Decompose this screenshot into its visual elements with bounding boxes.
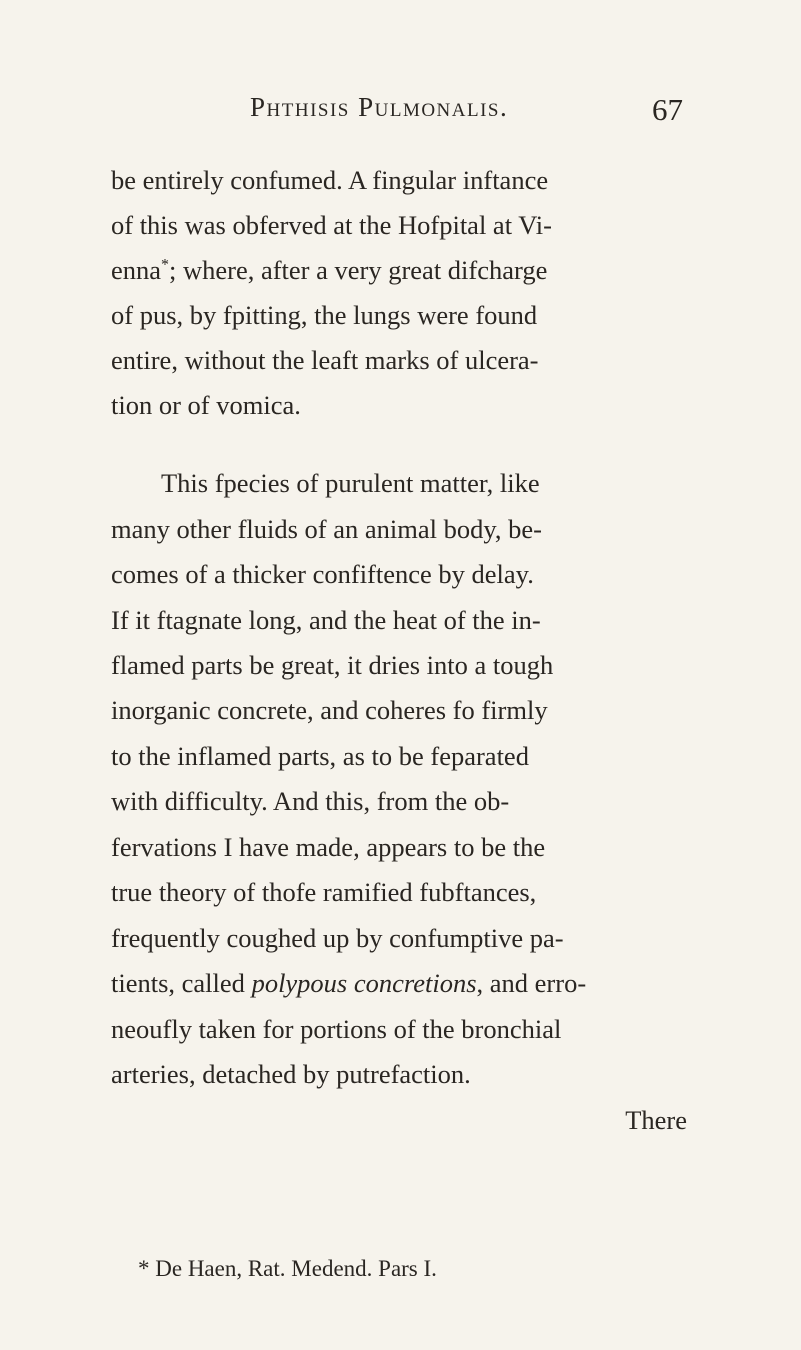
text-line: true theory of thofe ramified fubftances, — [111, 877, 537, 907]
catchword: There — [625, 1105, 687, 1135]
text-line: flamed parts be great, it dries into a tough — [111, 650, 554, 680]
text-line: neoufly taken for portions of the bronchial — [111, 1014, 562, 1044]
text-line: inorganic concrete, and coheres fo firmly — [111, 695, 548, 725]
text-line: frequently coughed up by confumptive pa- — [111, 923, 564, 953]
footnote-marker: * — [161, 256, 169, 274]
text-line: arteries, detached by putrefaction. — [111, 1059, 471, 1089]
text-fragment: ; where, after a very great difcharge — [168, 255, 548, 285]
text-line: fervations I have made, appears to be the — [111, 832, 546, 862]
text-line: of pus, by fpitting, the lungs were found — [111, 300, 538, 330]
text-fragment: tients, called — [111, 968, 245, 998]
text-line: to the inflamed parts, as to be feparated — [111, 741, 529, 771]
italic-term: polypous concretions — [251, 968, 477, 998]
text-line: with difficulty. And this, from the ob- — [111, 786, 510, 816]
text-line: of this was obferved at the Hofpital at Vi- — [111, 210, 552, 240]
running-head: Phthisis Pulmonalis. — [250, 92, 509, 122]
text-line: tion or of vomica. — [111, 390, 301, 420]
text-line — [111, 970, 586, 997]
text-line: comes of a thicker confiftence by delay. — [111, 559, 534, 589]
text-line: entire, without the leaft marks of ulcera- — [111, 345, 539, 375]
text-line: be entirely confumed. A fingular inftance — [111, 165, 549, 195]
text-line — [111, 257, 547, 284]
text-line: If it ftagnate long, and the heat of the in- — [111, 605, 541, 635]
footnote: * De Haen, Rat. Medend. Pars I. — [138, 1256, 437, 1281]
text-line: This fpecies of purulent matter, like — [161, 468, 540, 498]
page-number: 67 — [652, 92, 683, 127]
text-line: many other fluids of an animal body, be- — [111, 514, 543, 544]
text-fragment: , and erro- — [476, 968, 587, 998]
text-fragment: enna — [111, 255, 162, 285]
